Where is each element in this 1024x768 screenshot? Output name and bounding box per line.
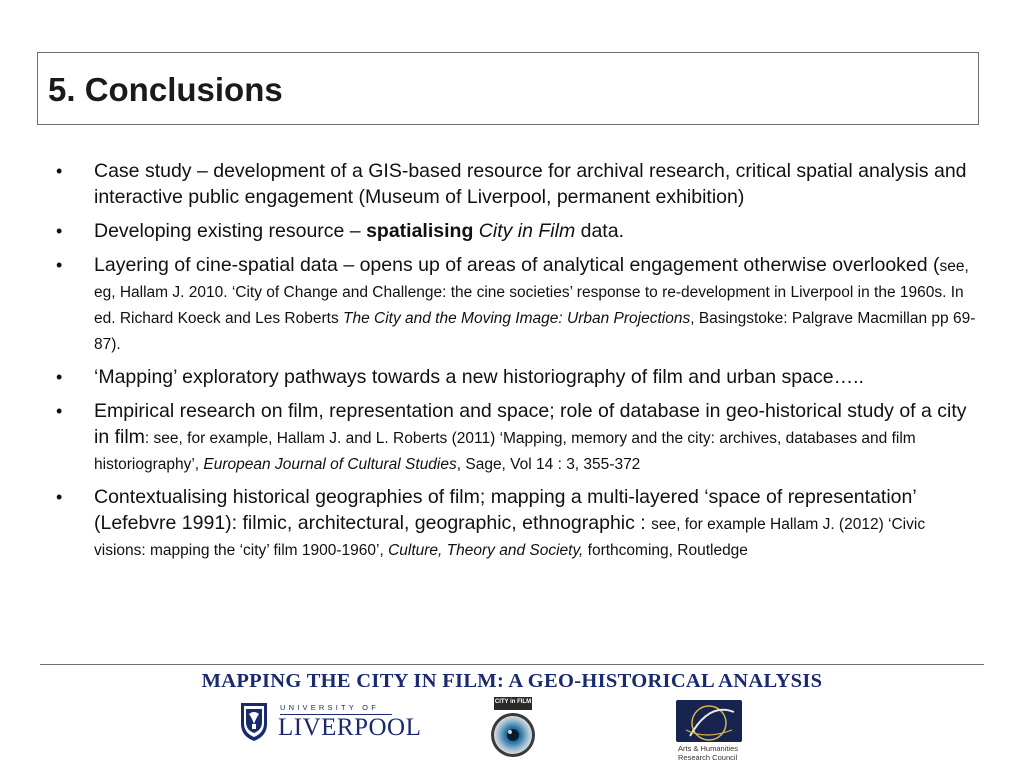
ahrc-emblem-icon [676,700,742,742]
bullet-item [56,218,976,244]
bullet-text-segment: see, for example Hallam J. (2012) ‘Civic visions: mapping the ‘city’ film 1900-1960’, [94,516,926,559]
bullet-text-segment: ‘Mapping’ exploratory pathways towards a new historiography of film and urban space….. [94,366,864,388]
city-in-film-logo-text: CITY in FILM [494,699,532,705]
footer-title: MAPPING THE CITY IN FILM: A GEO-HISTORICAL ANALYSIS [201,670,823,692]
liverpool-logo [240,700,422,746]
liverpool-crest-icon [240,702,268,742]
bullet-item [56,158,976,210]
ahrc-badge [676,700,742,742]
bullet-text-segment: Empirical research on film, representation and space; role of database in geo-historical study of a city in film [94,400,967,448]
footer-divider [40,664,984,665]
bullet-marker: • [56,255,63,275]
bullet-text-segment: data. [575,220,624,242]
bullet-text-segment: see, eg, Hallam J. 2010. ‘City of Change and Challenge: the cine societies’ response to re-development in Liverpool in the 1960s. In ed. Richard Koeck and Les Roberts [94,258,969,327]
bullet-marker: • [56,401,63,421]
bullet-text-segment: Case study – development of a GIS-based resource for archival research, critical spatial analysis and interactive public engagement (Museum of Liverpool, permanent exhibition) [94,160,967,208]
bullet-item [56,484,976,562]
city-in-film-logo [488,697,538,759]
bullet-text-segment: Layering of cine-spatial data – opens up of areas of analytical engagement otherwise overlooked ( [94,254,940,276]
bullet-marker: • [56,487,63,507]
bullet-text-segment: Developing existing resource – [94,220,367,242]
bullet-text-segment: , Basingstoke: Palgrave Macmillan pp 69-87). [94,310,976,353]
bullet-text-segment: forthcoming, Routledge [583,542,748,559]
bullet-item [56,252,976,356]
ahrc-line-2: Research Council [678,753,738,762]
bullet-text-segment: Contextualising historical geographies of film; mapping a multi-layered ‘space of representation’ (Lefebvre 1991): filmic, architectural, geographic, ethnographic : [94,486,916,534]
bullet-text-segment: City in Film [478,220,576,242]
bullet-marker: • [56,221,63,241]
liverpool-logo-top-text: UNIVERSITY OF [280,703,379,712]
bullet-list [56,158,976,570]
bullet-text-segment: : see, for example, Hallam J. and L. Roberts (2011) ‘Mapping, memory and the city: archives, databases and film historiography’, [94,430,916,473]
bullet-text-segment: spatialising [366,220,474,242]
bullet-text-segment: Culture, Theory and Society, [388,542,584,559]
bullet-item [56,364,976,390]
ahrc-logo [672,700,752,768]
bullet-marker: • [56,161,63,181]
title-box [37,52,979,125]
film-reel-icon [488,697,538,759]
ahrc-logo-text [678,744,738,762]
bullet-text-segment: , Sage, Vol 14 : 3, 355-372 [456,456,641,473]
bullet-text-segment: The City and the Moving Image: Urban Projections [343,310,691,327]
bullet-text-segment: European Journal of Cultural Studies [203,456,457,473]
bullet-item [56,398,976,476]
liverpool-logo-name: LIVERPOOL [278,714,422,741]
ahrc-line-1: Arts & Humanities [678,744,739,753]
bullet-marker: • [56,367,63,387]
slide-title: 5. Conclusions [48,71,283,108]
